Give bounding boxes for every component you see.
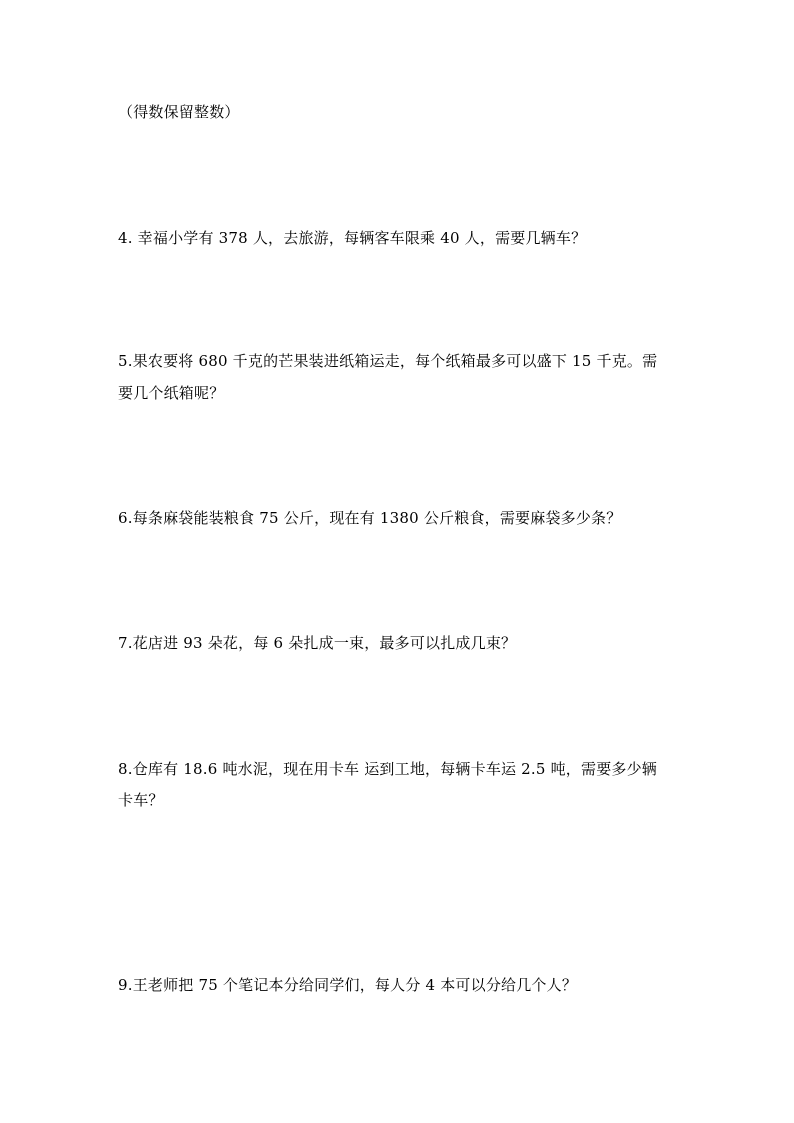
question-5-line-2: 要几个纸箱呢？ xyxy=(118,384,225,402)
question-4: 4. 幸福小学有 378 人，去旅游，每辆客车限乘 40 人，需要几辆车？ xyxy=(118,229,587,247)
question-7: 7.花店进 93 朵花，每 6 朵扎成一束，最多可以扎成几束？ xyxy=(118,634,517,652)
question-8-line-2: 卡车？ xyxy=(118,791,164,809)
question-8-line-1: 8.仓库有 18.6 吨水泥，现在用卡车 运到工地，每辆卡车运 2.5 吨，需要多少辆 xyxy=(118,760,658,778)
question-5-line-1: 5.果农要将 680 千克的芒果装进纸箱运走，每个纸箱最多可以盛下 15 千克。需 xyxy=(118,352,658,370)
question-9: 9.王老师把 75 个笔记本分给同学们，每人分 4 本可以分给几个人？ xyxy=(118,976,578,994)
question-6: 6.每条麻袋能装粮食 75 公斤，现在有 1380 公斤粮食，需要麻袋多少条？ xyxy=(118,509,622,527)
rounding-note: （得数保留整数） xyxy=(118,103,240,121)
